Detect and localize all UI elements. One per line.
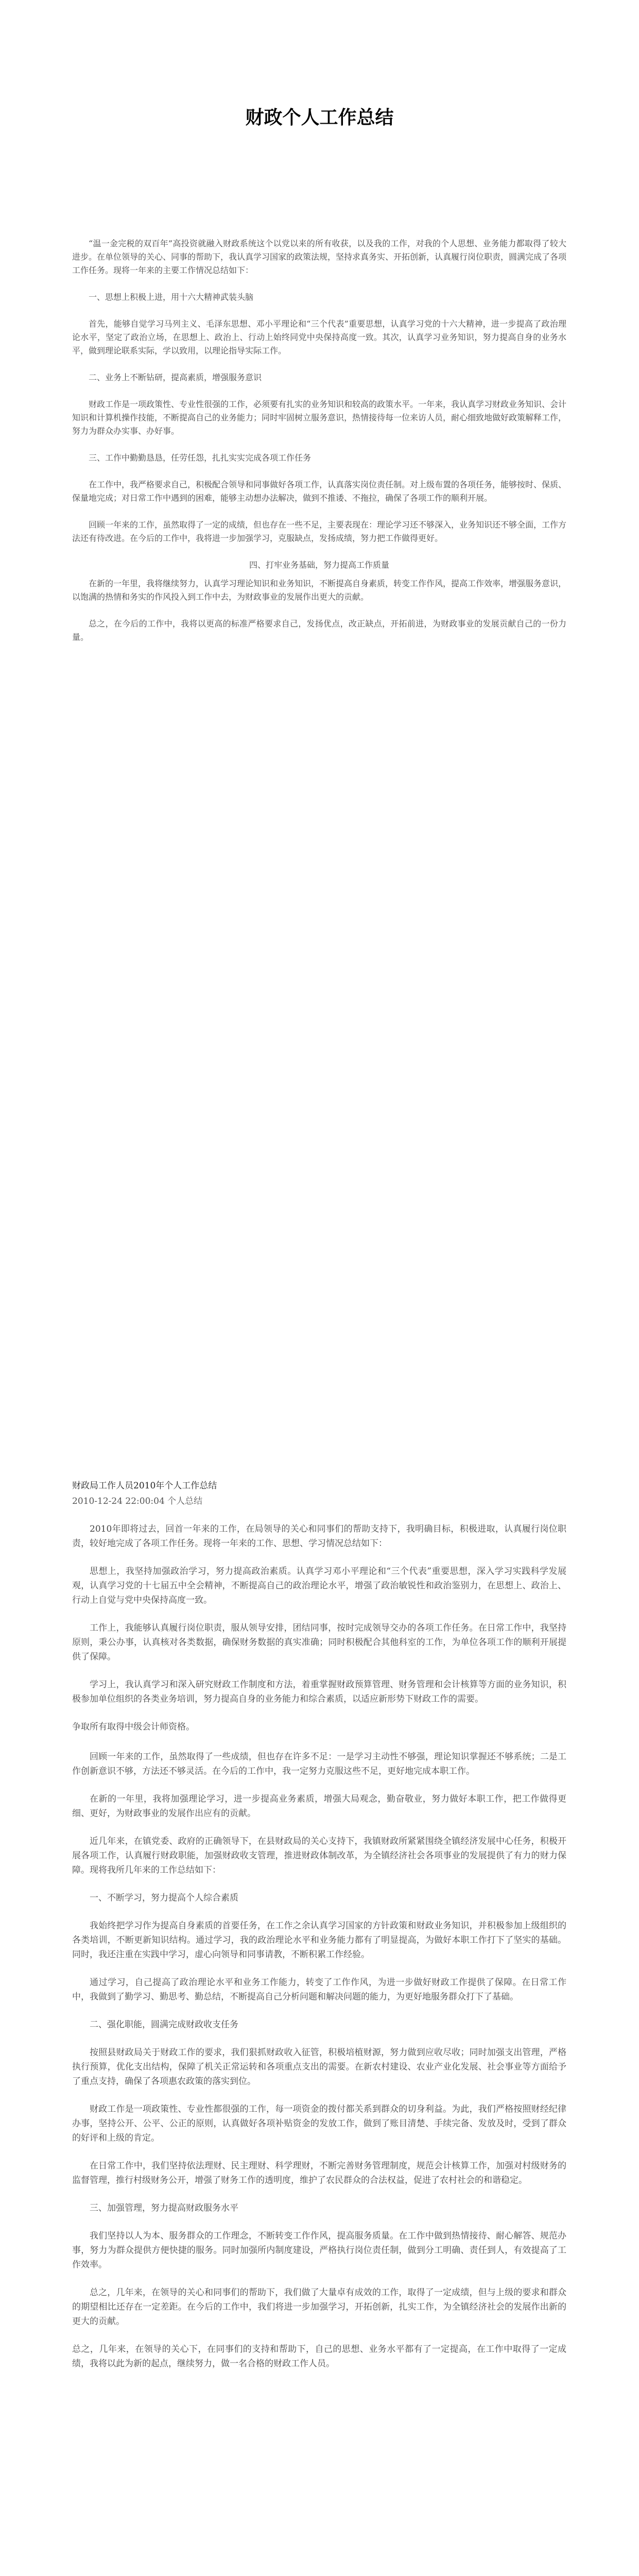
paragraph: 总之，几年来，在领导的关心和同事们的帮助下，我们做了大量卓有成效的工作，取得了一定成绩，但与上级的要求和群众的期望相比还存在一定差距。在今后的工作中，我们将进一步加强学习，开拓创新，扎实工作，为全镇经济社会的发展作出新的更大的贡献。 [72,2287,566,2327]
paragraph: 总之，在今后的工作中，我将以更高的标准严格要求自己，发扬优点，改正缺点，开拓前进，为财政事业的发展贡献自己的一份力量。 [72,619,566,642]
document-body-part-1 [72,237,566,657]
section-heading: 四、打牢业务基础，努力提高工作质量 [249,560,389,570]
article-meta: 2010-12-24 22:00:04 个人总结 [72,1496,203,1506]
paragraph: 二、业务上不断钻研，提高素质，增强服务意识 [89,372,262,382]
paragraph: 一、不断学习，努力提高个人综合素质 [90,1893,238,1903]
paragraph: 回顾一年来的工作，虽然取得了一些成绩，但也存在许多不足：一是学习主动性不够强，理论知识掌握还不够系统；二是工作创新意识不够，方法还不够灵活。在今后的工作中，我一定努力克服这些不足，更好地完成本职工作。 [72,1752,566,1776]
paragraph: 学习上，我认真学习和深入研究财政工作制度和方法，着重掌握财政预算管理、财务管理和会计核算等方面的业务知识，积极参加单位组织的各类业务培训，努力提高自身的业务能力和综合素质，以适应新形势下财政工作的需要。 [72,1680,566,1704]
paragraph: 一、思想上积极上进，用十六大精神武装头脑 [89,292,254,302]
paragraph: 在新的一年里，我将加强理论学习，进一步提高业务素质，增强大局观念，勤奋敬业，努力做好本职工作，把工作做得更细、更好，为财政事业的发展作出应有的贡献。 [72,1794,566,1819]
paragraph: 三、工作中勤勤恳恳，任劳任怨，扎扎实实完成各项工作任务 [89,453,312,463]
paragraph: 我始终把学习作为提高自身素质的首要任务，在工作之余认真学习国家的方针政策和财政业务知识，并积极参加上级组织的各类培训，不断更新知识结构。通过学习，我的政治理论水平和业务能力都有了明显提高，为做好本职工作打下了坚实的基础。同时，我还注重在实践中学习，虚心向领导和同事请教，不断积累工作经验。 [72,1921,566,1960]
paragraph: 通过学习，自己提高了政治理论水平和业务工作能力，转变了工作作风，为进一步做好财政工作提供了保障。在日常工作中，我做到了勤学习、勤思考、勤总结，不断提高自己分析问题和解决问题的能力，为更好地服务群众打下了基础。 [72,1977,566,2002]
paragraph: 我们坚持以人为本、服务群众的工作理念，不断转变工作作风，提高服务质量。在工作中做到热情接待、耐心解答、规范办事，努力为群众提供方便快捷的服务。同时加强所内制度建设，严格执行岗位责任制，做到分工明确、责任到人，有效提高了工作效率。 [72,2231,566,2270]
document-body-part-2 [72,1479,566,2384]
paragraph: 工作上，我能够认真履行岗位职责，服从领导安排，团结同事，按时完成领导交办的各项工作任务。在日常工作中，我坚持原则，秉公办事，认真核对各类数据，确保财务数据的真实准确；同时积极配合其他科室的工作，为单位各项工作的顺利开展提供了保障。 [72,1623,566,1662]
paragraph: 在工作中，我严格要求自己，积极配合领导和同事做好各项工作，认真落实岗位责任制。对上级布置的各项任务，能够按时、保质、保量地完成；对日常工作中遇到的困难，能够主动想办法解决，做到不推诿、不拖拉，确保了各项工作的顺利开展。 [72,480,567,503]
paragraph: 财政工作是一项政策性、专业性很强的工作，必须要有扎实的业务知识和较高的政策水平。一年来，我认真学习财政业务知识、会计知识和计算机操作技能，不断提高自己的业务能力；同时牢固树立服务意识，热情接待每一位来访人员，耐心细致地做好政策解释工作，努力为群众办实事、办好事。 [72,399,567,436]
paragraph: 二、强化职能，圆满完成财政收支任务 [90,2020,238,2030]
paragraph: 按照县财政局关于财政工作的要求，我们狠抓财政收入征管，积极培植财源，努力做到应收尽收；同时加强支出管理，严格执行预算，优化支出结构，保障了机关正常运转和各项重点支出的需要。在新农村建设、农业产业化发展、社会事业等方面给予了重点支持，确保了各项惠农政策的落实到位。 [72,2047,566,2087]
paragraph: 首先，能够自觉学习马列主义、毛泽东思想、邓小平理论和“三个代表”重要思想，认真学习党的十六大精神，进一步提高了政治理论水平，坚定了政治立场，在思想上、政治上、行动上始终同党中央保持高度一致。其次，认真学习业务知识，努力提高自身的业务水平，做到理论联系实际，学以致用，以理论指导实际工作。 [72,319,566,355]
paragraph: 在新的一年里，我将继续努力，认真学习理论知识和业务知识，不断提高自身素质，转变工作作风，提高工作效率，增强服务意识，以饱满的热情和务实的作风投入到工作中去，为财政事业的发展作出更大的贡献。 [72,579,567,602]
paragraph: 思想上，我坚持加强政治学习，努力提高政治素质。认真学习邓小平理论和“三个代表”重要思想，深入学习实践科学发展观，认真学习党的十七届五中全会精神，不断提高自己的政治理论水平，增强了政治敏锐性和政治鉴别力，在思想上、政治上、行动上自觉与党中央保持高度一致。 [72,1566,566,1605]
document-title: 财政个人工作总结 [245,107,394,128]
paragraph: 2010年即将过去，回首一年来的工作，在局领导的关心和同事们的帮助支持下，我明确目标，积极进取，认真履行岗位职责，较好地完成了各项工作任务。现将一年来的工作、思想、学习情况总结如下： [72,1524,566,1549]
paragraph: 三、加强管理，努力提高财政服务水平 [90,2203,238,2213]
closing-paragraph: 总之，几年来，在领导的关心下，在同事们的支持和帮助下，自己的思想、业务水平都有了一定提高，在工作中取得了一定成绩，我将以此为新的起点，继续努力，做一名合格的财政工作人员。 [72,2344,566,2369]
paragraph: 近几年来，在镇党委、政府的正确领导下，在县财政局的关心支持下，我镇财政所紧紧围绕全镇经济发展中心任务，积极开展各项工作，认真履行财政职能，加强财政收支管理，推进财政体制改革，为全镇经济社会各项事业的发展提供了有力的财力保障。现将我所几年来的工作总结如下： [72,1836,566,1875]
paragraph: 回顾一年来的工作，虽然取得了一定的成绩，但也存在一些不足，主要表现在：理论学习还不够深入，业务知识还不够全面，工作方法还有待改进。在今后的工作中，我将进一步加强学习，克服缺点，发扬成绩，努力把工作做得更好。 [72,520,567,543]
article-heading: 财政局工作人员2010年个人工作总结 [72,1481,217,1491]
paragraph: 在日常工作中，我们坚持依法理财、民主理财、科学理财，不断完善财务管理制度，规范会计核算工作，加强对村级财务的监督管理，推行村级财务公开，增强了财务工作的透明度，维护了农民群众的合法权益，促进了农村社会的和谐稳定。 [72,2161,566,2185]
paragraph: “温一金完税的双百年”高投资就融入财政系统这个以党以来的所有收获，以及我的工作，对我的个人思想、业务能力都取得了较大进步。在单位领导的关心、同事的帮助下，我认真学习国家的政策法规，坚持求真务实、开拓创新，认真履行岗位职责，圆满完成了各项工作任务。现将一年来的主要工作情况总结如下： [72,239,567,275]
note-line: 争取所有取得中级会计师资格。 [72,1722,195,1732]
paragraph: 财政工作是一项政策性、专业性都很强的工作，每一项资金的拨付都关系到群众的切身利益。为此，我们严格按照财经纪律办事，坚持公开、公平、公正的原则，认真做好各项补贴资金的发放工作，做到了账目清楚、手续完备、发放及时，受到了群众的好评和上级的肯定。 [72,2104,566,2143]
